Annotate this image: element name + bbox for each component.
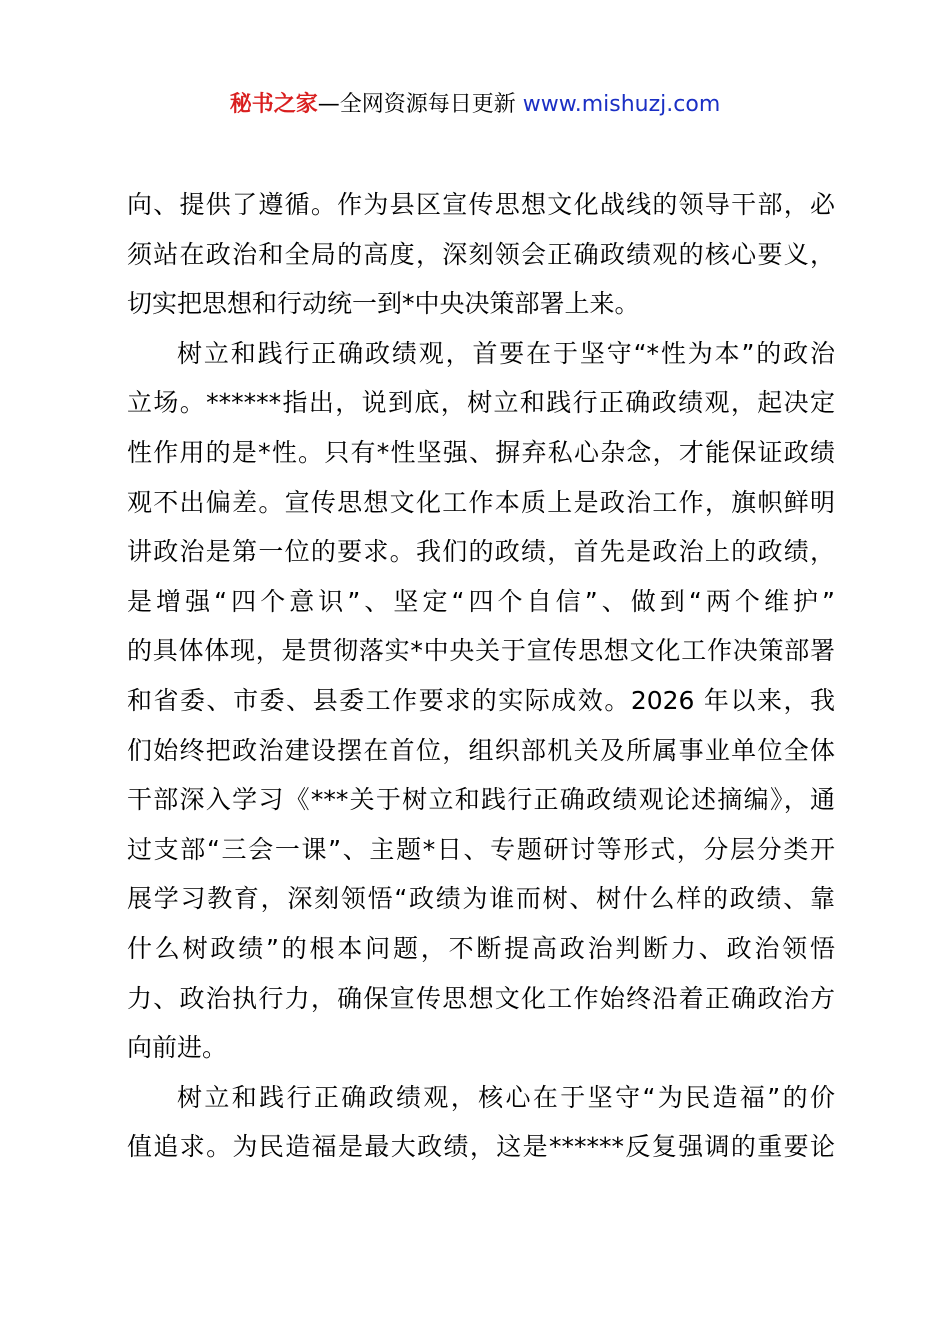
text-line: 过支部“三会一课”、主题*日、专题研讨等形式，分层分类开 (127, 834, 835, 864)
text-line: 立场。******指出，说到底，树立和践行正确政绩观，起决定 (127, 388, 835, 418)
text-line: 是增强“四个意识”、坚定“四个自信”、做到“两个维护” (127, 586, 835, 616)
paragraph-start-line: 树立和践行正确政绩观，首要在于坚守“*性为本”的政治 (177, 338, 835, 368)
text-line: 讲政治是第一位的要求。我们的政绩，首先是政治上的政绩， (127, 537, 835, 567)
text-line: 值追求。为民造福是最大政绩，这是******反复强调的重要论 (127, 1132, 835, 1162)
text-line: 的具体体现，是贯彻落实*中央关于宣传思想文化工作决策部署 (127, 636, 835, 666)
site-url-link[interactable]: www.mishuzj.com (522, 92, 721, 117)
text-line: 观不出偏差。宣传思想文化工作本质上是政治工作，旗帜鲜明 (127, 487, 835, 517)
paragraph-start-line: 树立和践行正确政绩观，核心在于坚守“为民造福”的价 (177, 1082, 835, 1112)
document-body (127, 180, 835, 1172)
text-line: 须站在政治和全局的高度，深刻领会正确政绩观的核心要义， (127, 239, 835, 269)
text-line: 们始终把政治建设摆在首位，组织部机关及所属事业单位全体 (127, 735, 835, 765)
text-line: 性作用的是*性。只有*性坚强、摒弃私心杂念，才能保证政绩 (127, 437, 835, 467)
text-line: 什么树政绩”的根本问题，不断提高政治判断力、政治领悟 (127, 933, 835, 963)
text-line: 向、提供了遵循。作为县区宣传思想文化战线的领导干部，必 (127, 190, 835, 219)
text-line: 和省委、市委、县委工作要求的实际成效。2026 年以来，我 (127, 685, 835, 715)
text-line: 干部深入学习《***关于树立和践行正确政绩观论述摘编》，通 (127, 785, 835, 815)
text-line: 向前进。 (127, 1033, 228, 1063)
text-line: 切实把思想和行动统一到*中央决策部署上来。 (127, 289, 640, 319)
site-tagline: —全网资源每日更新 (317, 92, 523, 117)
text-line: 展学习教育，深刻领悟“政绩为谁而树、树什么样的政绩、靠 (127, 884, 835, 914)
text-line: 力、政治执行力，确保宣传思想文化工作始终沿着正确政治方 (127, 983, 835, 1013)
site-brand: 秘书之家 (229, 92, 318, 117)
page-header (0, 88, 950, 122)
